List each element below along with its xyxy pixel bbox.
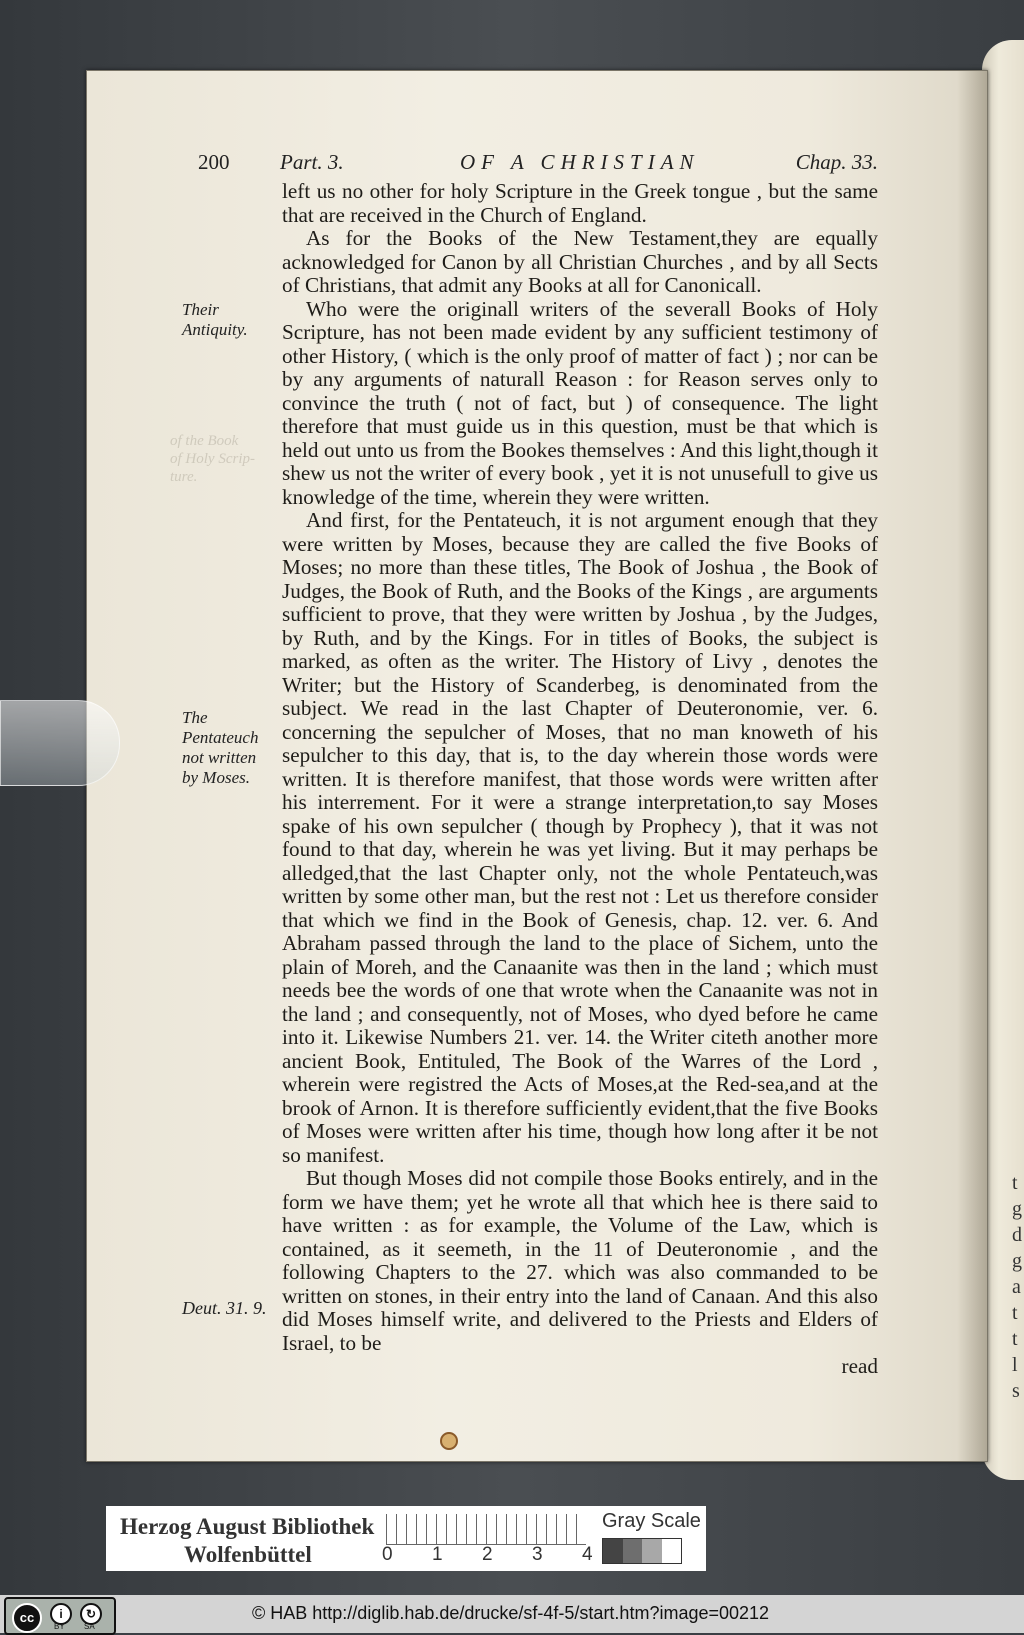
bleed-through-text: of the Book of Holy Scrip- ture. <box>170 433 255 485</box>
paragraph: left us no other for holy Scripture in the Greek tongue , but the same that are received in the Church of England. <box>282 179 878 227</box>
facing-page-glyphs: t g d g a t t l s <box>1012 1172 1022 1402</box>
stamp-icon <box>440 1432 458 1450</box>
page-number: 200 <box>198 150 230 174</box>
by-icon: i <box>50 1603 72 1625</box>
page-gutter-shadow <box>957 71 987 1461</box>
paragraph: As for the Books of the New Testament,they are equally acknowledged for Canon by all Christian Churches , and by all Sects of Christians, that admit any Books at all for Canonicall. <box>282 226 878 297</box>
gray-swatch <box>623 1539 643 1563</box>
ruler-number: 2 <box>482 1544 493 1565</box>
paragraph: But though Moses did not compile those Books entirely, and in the form we have them; yet he wrote all that which hee is there said to have written : as for example, the Volume of the Law, which is contained, as it seemeth, in the 11 of Deuteronomie , and the following Chapters to the 27. which was also commanded to be written on stones, in their entry into the land of Canaan. And this also did Moses himself write, and delivered to the Priests and Elders of Israel, to be <box>282 1166 878 1355</box>
ruler-number: 1 <box>432 1544 443 1565</box>
gray-swatch <box>662 1539 682 1563</box>
library-name: Herzog August Bibliothek <box>120 1514 375 1539</box>
paragraph: And first, for the Pentateuch, it is not argument enough that they were written by Moses, because they are called the five Books of Moses; no more than these titles, The Book of Joshua , the Book of Judges, the Book of Ruth, and the Books of the Kings , are arguments sufficient to prove, that they were written by Joshua , by the Judges, by Ruth, and by the Kings. For in titles of Books, the subject is marked, as often as the writer. The History of Livy , denotes the Writer; but the History of Scanderbeg, is denominated from the subject. We read in the last Chapter of Deuteronomie, ver. 6. concerning the sepulcher of Moses, that no man knoweth of his sepulcher to this day, that is, to the day wherein those words were written. It is therefore manifest, that those words were written after his interrement. For it were a strange interpretation,to say Moses spake of his own sepulcher ( though by Prophecy ), that it was not found to that day, wherein he was yet living. But it may perhaps be alledged,that the last Chapter only, not the whole Pentateuch,was written by some other man, but the rest not : Let us therefore consider that which we find in the Book of Genesis, chap. 12. ver. 6. And Abraham passed through the land to the place of Sichem, unto the plain of Moreh, and the Canaanite was then in the land ; which must needs bee the words of one that wrote when the Canaanite was not in the land ; and consequently, not of Moses, who dyed before he came into it. Likewise Numbers 21. ver. 14. the Writer citeth another more ancient Book, Entituled, The Book of the Warres of the Lord , wherein were registred the Acts of Moses,at the Red-sea,and at the brook of Arnon. It is therefore sufficiently evident,that the five Books of Moses were written after his time, though how long after it be not so manifest. <box>282 508 878 1167</box>
cc-icon: cc <box>12 1603 42 1633</box>
gray-scale-label: Gray Scale <box>602 1510 701 1532</box>
sidenote-deut: Deut. 31. 9. <box>182 1298 267 1318</box>
running-head: OF A CHRISTIAN <box>460 150 700 174</box>
catchword: read <box>841 1354 878 1378</box>
by-label: BY <box>54 1622 65 1631</box>
gray-swatch <box>642 1539 662 1563</box>
library-city: Wolfenbüttel <box>184 1542 312 1567</box>
ruler-scale <box>386 1514 586 1544</box>
body-text <box>282 180 878 1379</box>
running-header <box>198 150 878 180</box>
paragraph: Who were the originall writers of the severall Books of Holy Scripture, has not been made evident by any sufficient testimony of other History, ( which is the only proof of matter of fact ) ; nor can be by any arguments of naturall Reason : for Reason serves only to convince the truth ( not of fact, but ) of consequence. The light therefore that must guide us in this question, must be that which is held out unto us from the Bookes themselves : And this light,though it shew us not the writer of every book , yet it is not unusefull to give us knowledge of the time, wherein they were written. <box>282 296 878 509</box>
sidenote-antiquity: Their Antiquity. <box>182 300 248 339</box>
library-color-bar <box>106 1506 706 1571</box>
cc-license-badge[interactable] <box>4 1597 116 1635</box>
gray-swatch <box>603 1539 623 1563</box>
ruler-number: 4 <box>582 1544 593 1565</box>
chapter-label: Chap. 33. <box>795 150 878 174</box>
ruler-number: 0 <box>382 1544 393 1565</box>
sidenote-pentateuch: The Pentateuch not written by Moses. <box>182 708 259 787</box>
part-label: Part. 3. <box>280 150 344 174</box>
sa-label: SA <box>84 1622 95 1631</box>
page-clip <box>0 700 120 786</box>
source-url[interactable]: © HAB http://diglib.hab.de/drucke/sf-4f-5/start.htm?image=00212 <box>252 1603 770 1623</box>
ruler-number: 3 <box>532 1544 543 1565</box>
gray-scale-swatches <box>602 1538 682 1564</box>
footer-bar <box>0 1595 1024 1633</box>
sa-icon: ↻ <box>80 1603 102 1625</box>
